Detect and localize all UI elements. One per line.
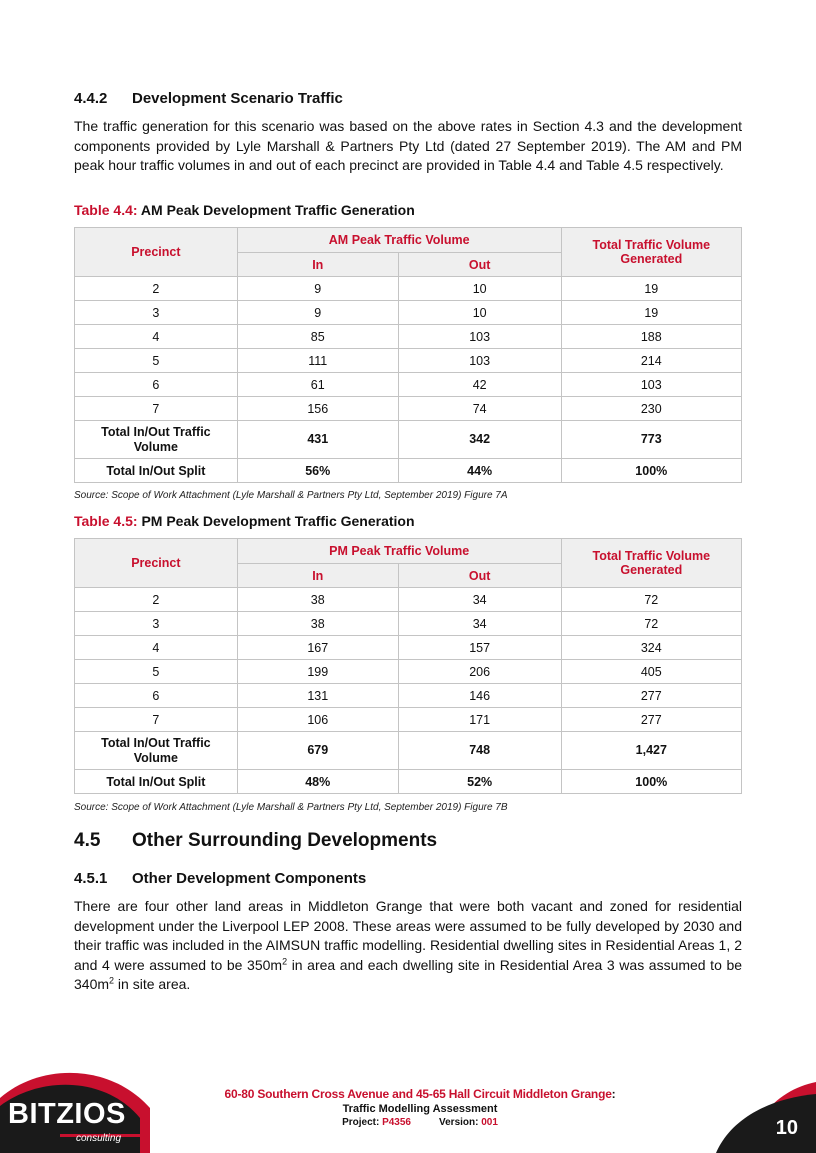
cell-in: 85 <box>237 325 398 349</box>
cell-in: 106 <box>237 708 398 732</box>
cell-in: 679 <box>237 732 398 770</box>
cell-out: 10 <box>398 277 561 301</box>
project-value: P4356 <box>382 1117 411 1128</box>
cell-in: 131 <box>237 684 398 708</box>
table-row <box>75 301 742 325</box>
table-row <box>75 612 742 636</box>
cell-precinct: 5 <box>75 660 238 684</box>
table-4-5-source: Source: Scope of Work Attachment (Lyle Marshall & Partners Pty Ltd, September 2019) Figure 7B <box>74 802 508 813</box>
cell-label: Total In/Out Split <box>75 770 238 794</box>
section-heading-4-5 <box>74 830 437 852</box>
footer-subtitle: Traffic Modelling Assessment <box>342 1103 498 1115</box>
paragraph-part: in area and each dwelling site in Residential Area 3 was assumed to be 340m <box>74 956 743 992</box>
table-row <box>75 373 742 397</box>
section-title: Other Development Components <box>132 870 367 887</box>
paragraph-traffic-generation: The traffic generation for this scenario was based on the above rates in Section 4.3 and the development components provided by Lyle Marshall & Partners Pty Ltd (dated 27 September 2019). The AM and PM peak hour traffic volumes in and out of each precinct are provided in Table 4.4 and Table 4.5 respectively. <box>74 118 742 173</box>
cell-total: 19 <box>561 301 741 325</box>
header-total: Total Traffic Volume Generated <box>561 539 741 588</box>
cell-out: 146 <box>398 684 561 708</box>
header-group: PM Peak Traffic Volume <box>237 539 561 564</box>
cell-in: 111 <box>237 349 398 373</box>
section-title: Development Scenario Traffic <box>132 90 343 107</box>
cell-total: 72 <box>561 612 741 636</box>
cell-total: 72 <box>561 588 741 612</box>
cell-total: 100% <box>561 770 741 794</box>
header-precinct: Precinct <box>75 539 238 588</box>
cell-precinct: 4 <box>75 325 238 349</box>
cell-in: 38 <box>237 588 398 612</box>
footer-title <box>200 1087 640 1101</box>
footer-project-line <box>200 1117 640 1128</box>
cell-in: 38 <box>237 612 398 636</box>
cell-in: 61 <box>237 373 398 397</box>
table-row-total-split <box>75 770 742 794</box>
cell-total: 214 <box>561 349 741 373</box>
cell-precinct: 6 <box>75 373 238 397</box>
cell-precinct: 4 <box>75 636 238 660</box>
cell-total: 324 <box>561 636 741 660</box>
header-group: AM Peak Traffic Volume <box>237 228 561 253</box>
table-title: AM Peak Development Traffic Generation <box>140 202 415 218</box>
cell-out: 52% <box>398 770 561 794</box>
table-label: Table 4.5: <box>74 513 138 529</box>
cell-precinct: 5 <box>75 349 238 373</box>
cell-out: 34 <box>398 588 561 612</box>
paragraph-other-development <box>74 897 742 995</box>
table-4-4-am-peak <box>74 227 742 483</box>
cell-out: 34 <box>398 612 561 636</box>
table-4-4-source: Source: Scope of Work Attachment (Lyle Marshall & Partners Pty Ltd, September 2019) Figure 7A <box>74 490 508 501</box>
table-row <box>75 660 742 684</box>
header-total: Total Traffic Volume Generated <box>561 228 741 277</box>
header-out: Out <box>398 253 561 277</box>
table-4-5-pm-peak <box>74 538 742 794</box>
table-4-5-caption <box>74 513 415 529</box>
cell-total: 405 <box>561 660 741 684</box>
cell-out: 74 <box>398 397 561 421</box>
footer-colon: : <box>611 1087 616 1101</box>
table-row <box>75 684 742 708</box>
table-row <box>75 588 742 612</box>
table-row-total-volume <box>75 732 742 770</box>
cell-in: 156 <box>237 397 398 421</box>
table-row <box>75 325 742 349</box>
cell-precinct: 7 <box>75 708 238 732</box>
cell-in: 167 <box>237 636 398 660</box>
cell-out: 103 <box>398 349 561 373</box>
section-title: Other Surrounding Developments <box>132 830 438 851</box>
table-row <box>75 636 742 660</box>
cell-label: Total In/Out Split <box>75 459 238 483</box>
version-label: Version: <box>439 1117 479 1128</box>
cell-precinct: 2 <box>75 588 238 612</box>
header-precinct: Precinct <box>75 228 238 277</box>
cell-label: Total In/Out Traffic Volume <box>75 421 238 459</box>
header-in: In <box>237 564 398 588</box>
superscript: 2 <box>109 975 115 986</box>
cell-in: 48% <box>237 770 398 794</box>
table-row <box>75 349 742 373</box>
page-corner-graphic <box>716 1080 816 1153</box>
table-row <box>75 397 742 421</box>
logo-text: BITZIOS <box>8 1098 126 1130</box>
cell-total: 1,427 <box>561 732 741 770</box>
cell-precinct: 3 <box>75 612 238 636</box>
cell-total: 103 <box>561 373 741 397</box>
cell-out: 206 <box>398 660 561 684</box>
cell-out: 171 <box>398 708 561 732</box>
table-row-total-volume <box>75 421 742 459</box>
cell-label: Total In/Out Traffic Volume <box>75 732 238 770</box>
cell-out: 103 <box>398 325 561 349</box>
header-out: Out <box>398 564 561 588</box>
cell-total: 773 <box>561 421 741 459</box>
cell-out: 342 <box>398 421 561 459</box>
table-4-4-caption <box>74 202 415 218</box>
table-label: Table 4.4: <box>74 202 138 218</box>
section-heading-4-5-1 <box>74 870 366 887</box>
cell-in: 199 <box>237 660 398 684</box>
footer <box>200 1087 640 1128</box>
cell-total: 19 <box>561 277 741 301</box>
footer-title-text: 60-80 Southern Cross Avenue and 45-65 Hall Circuit Middleton Grange <box>224 1087 612 1101</box>
paragraph-part: in site area. <box>114 976 191 992</box>
section-number: 4.5.1 <box>74 870 108 887</box>
table-row <box>75 277 742 301</box>
cell-precinct: 3 <box>75 301 238 325</box>
table-row <box>75 708 742 732</box>
version-value: 001 <box>481 1117 498 1128</box>
cell-out: 44% <box>398 459 561 483</box>
logo-subtext: consulting <box>76 1133 122 1144</box>
cell-in: 9 <box>237 301 398 325</box>
cell-total: 100% <box>561 459 741 483</box>
cell-total: 277 <box>561 684 741 708</box>
project-label: Project: <box>342 1117 380 1128</box>
cell-total: 230 <box>561 397 741 421</box>
cell-precinct: 7 <box>75 397 238 421</box>
cell-out: 10 <box>398 301 561 325</box>
section-number: 4.4.2 <box>74 90 108 107</box>
cell-out: 748 <box>398 732 561 770</box>
cell-total: 277 <box>561 708 741 732</box>
cell-precinct: 6 <box>75 684 238 708</box>
cell-in: 431 <box>237 421 398 459</box>
cell-in: 56% <box>237 459 398 483</box>
cell-total: 188 <box>561 325 741 349</box>
section-heading-4-4-2 <box>74 90 343 107</box>
table-title: PM Peak Development Traffic Generation <box>141 513 415 529</box>
page-number: 10 <box>775 1117 798 1139</box>
superscript: 2 <box>282 955 288 966</box>
cell-in: 9 <box>237 277 398 301</box>
header-in: In <box>237 253 398 277</box>
paragraph-part: There are four other land areas in Middleton Grange that were both vacant and zoned for residential development under the Liverpool LEP 2008. These areas were assumed to be fully developed by 2030 and their traffic was included in the AIMSUN traffic modelling. Residential dwelling sites in Residential Areas 1, 2 and 4 were assumed to be 350m <box>74 898 742 973</box>
cell-out: 157 <box>398 636 561 660</box>
section-number: 4.5 <box>74 830 101 851</box>
cell-out: 42 <box>398 373 561 397</box>
cell-precinct: 2 <box>75 277 238 301</box>
table-row-total-split <box>75 459 742 483</box>
